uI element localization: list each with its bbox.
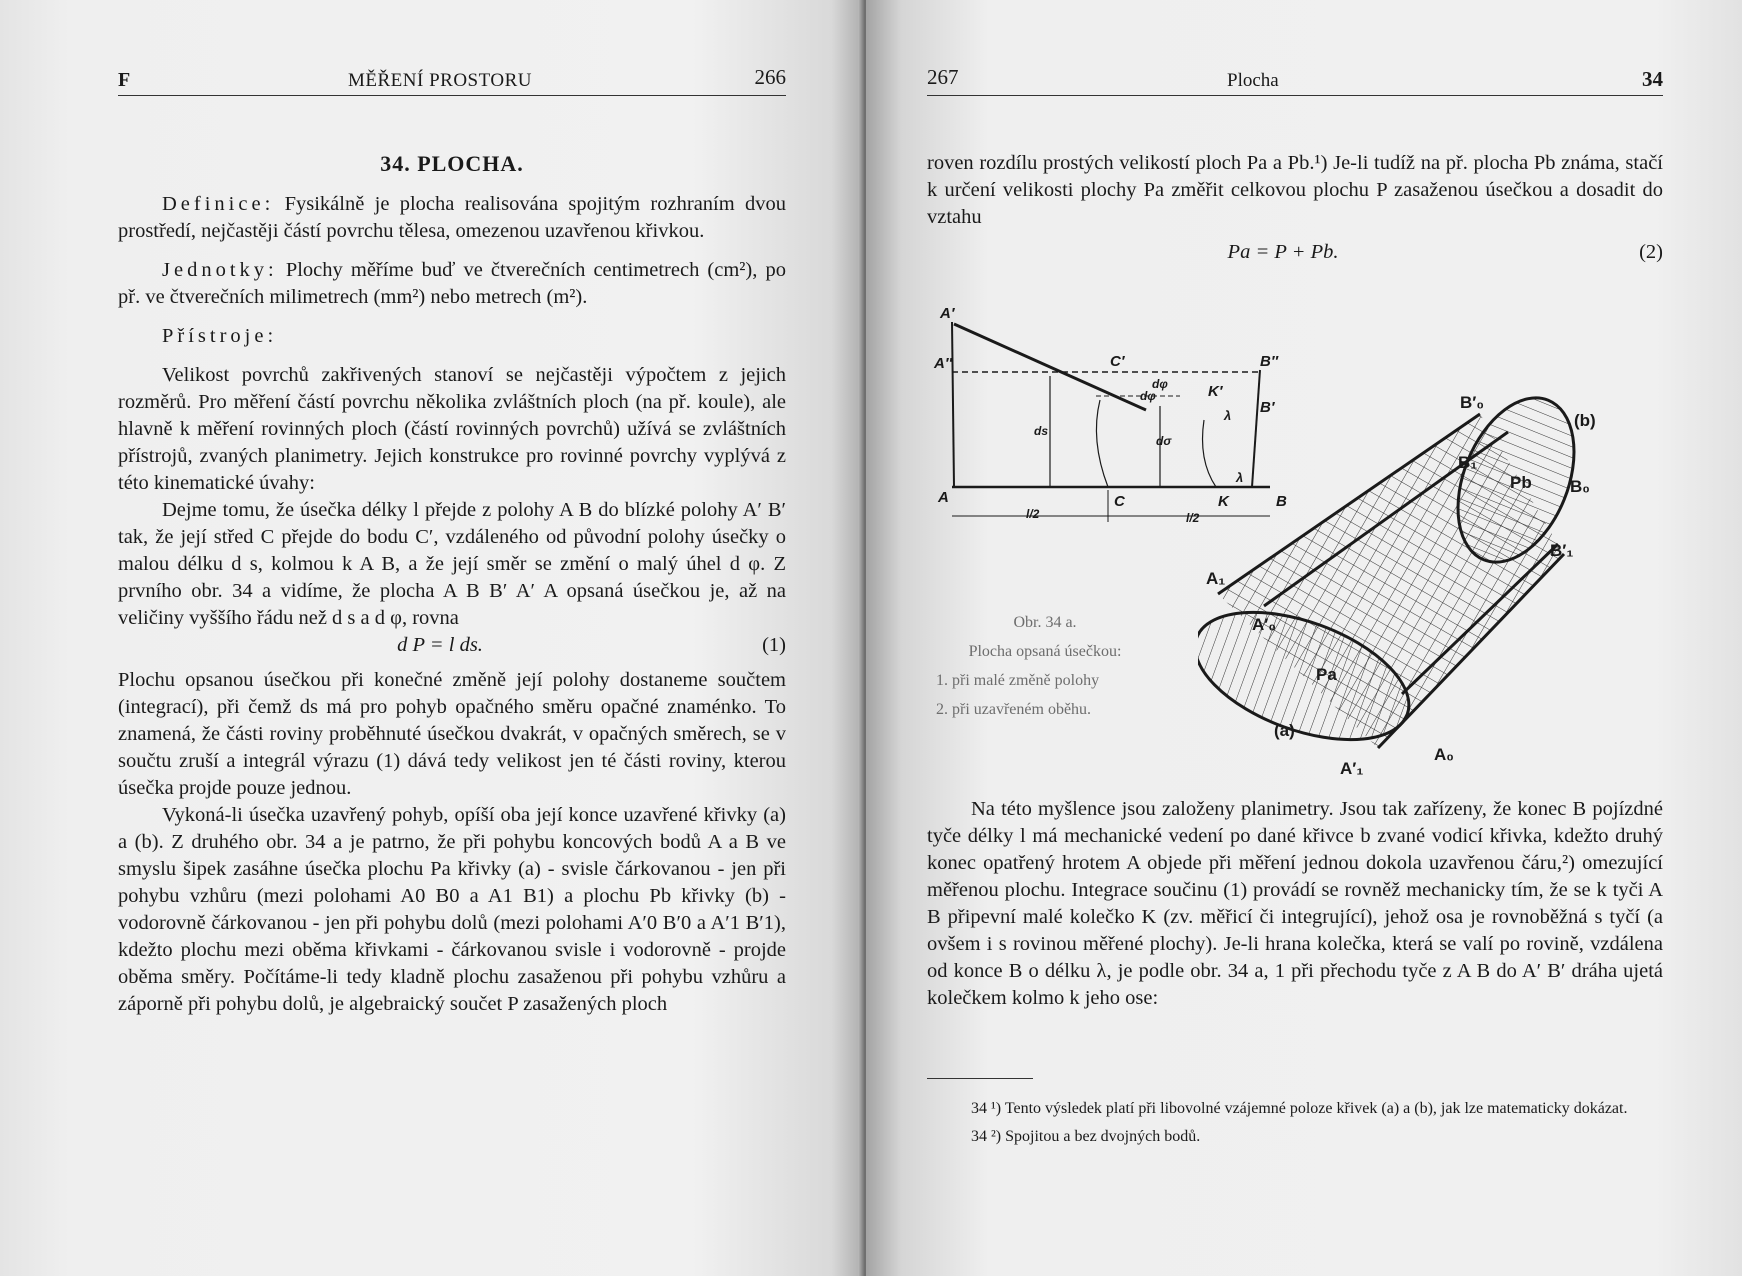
right-paragraph-2: Na této myšlence jsou založeny planimetry. Jsou tak zařízeny, že konec B pojízdné tyče délky l má mechanické vedení po dané křivce b zvané vodicí křivka, kdežto druhý konec opatřený hrotem A objede při měření jednou dokola uzavřenou čáru,²) omezující měřenou plochu. Integrace součinu (1) provádí se rovněž mechanicky tím, že se k tyči A B připevní malé kolečko K (zv. měřicí či integrující), jehož osa je rovnoběžná s tyčí (a ovšem i s rovinou měřené plochy). Je-li hrana kolečka, která se valí po rovině, vzdálena od konce B o délku λ, je podle obr. 34 a, 1 při přechodu tyče z A B do A′ B′ dráha ujetá kolečkem kolmo k jeho ose:	[927, 798, 1663, 1009]
label-b-curve: (b)	[1574, 411, 1596, 430]
footnotes	[927, 1078, 1663, 1149]
equation-2-number: (2)	[1639, 241, 1663, 263]
label-a-prime: A′	[940, 305, 955, 322]
left-paragraph-2: Dejme tomu, že úsečka délky l přejde z polohy A B do blízké polohy A′ B′ tak, že její střed C přejde do bodu C′, vzdáleného od původní polohy úsečky o malou délku d s, kolmou k A B, a že její směr se změní o malý úhel d φ. Z prvního obr. 34 a vidíme, že plocha A B B′ A′ A opsaná úsečkou je, až na veličiny vyššího řádu než d s a d φ, rovna	[118, 499, 786, 629]
left-page	[0, 0, 866, 1276]
definition-paragraph	[118, 191, 786, 245]
definice-text: Fysikálně je plocha realisována spojitým rozhraním dvou prostředí, nejčastěji částí povrchu tělesa, omezenou uzavřenou křivkou.	[118, 193, 786, 242]
label-a-curve: (a)	[1274, 721, 1295, 740]
label-lambda-2: λ	[1236, 470, 1244, 485]
left-paragraph-4: Vykoná-li úsečka uzavřený pohyb, opíší oba její konce uzavřené křivky (a) a (b). Z druhého obr. 34 a je patrno, že při pohybu koncových bodů A a B ve smyslu šipek zasáhne úsečka plochu Pa křivky (a) - svisle čárkovanou - jen při pohybu vzhůru (mezi polohami A0 B0 a A1 B1) a plochu Pb křivky (b) - vodorovně čárkovanou - jen při pohybu dolů (mezi polohami A′0 B′0 a A′1 B′1), kdežto plochu mezi oběma křivkami - čárkovanou svisle i vodorovně - projde oběma směry. Počítáme-li tedy kladně plochu zasaženou při pohybu vzhůru a záporně při pohybu dolů, je algebraický součet P zasažených ploch	[118, 804, 786, 1015]
label-b-prime: B′	[1260, 399, 1275, 416]
label-half-1: l/2	[1026, 507, 1040, 521]
label-b-double-prime: B″	[1260, 353, 1279, 370]
caption-line-1: Plocha opsaná úsečkou:	[968, 643, 1122, 660]
left-paragraph-1: Velikost povrchů zakřivených stanoví se nejčastěji výpočtem z jejich rozměrů. Pro měření částí povrchu několika zvláštních ploch (na př. koule), ale hlavně k měření rovinných ploch (částí rovinných povrchů) užívá se zvláštních přístrojů, zvaných planimetry. Jejich konstrukce pro rovinné povrchy vyplývá z této kinematické úvahy:	[118, 364, 786, 494]
label-c: C	[1114, 493, 1125, 510]
label-dphi-1: dφ	[1152, 377, 1168, 391]
label-a0: A₀	[1434, 745, 1454, 764]
label-k: K	[1218, 493, 1229, 510]
section-number: 34	[1642, 67, 1663, 91]
label-b: B	[1276, 493, 1287, 510]
equation-1-number: (1)	[762, 634, 786, 656]
section-letter: F	[118, 69, 131, 91]
instruments-label-line	[118, 323, 786, 350]
section-heading: 34. PLOCHA.	[380, 151, 524, 176]
units-paragraph	[118, 257, 786, 311]
label-b1-prime: B′₁	[1550, 541, 1574, 560]
left-header-title: MĚŘENÍ PROSTORU	[348, 70, 532, 91]
equation-1	[118, 632, 786, 659]
label-pa: Pa	[1316, 665, 1337, 684]
caption-line-2: 1. při malé změně polohy	[936, 672, 1100, 689]
right-header-title: Plocha	[1227, 70, 1279, 91]
right-body-top	[927, 150, 1663, 266]
right-body-bottom	[927, 796, 1663, 1012]
label-k-prime: K′	[1208, 383, 1223, 400]
label-a-double-prime: A″	[934, 355, 953, 372]
jednotky-label: Jednotky:	[162, 259, 278, 281]
label-a1-prime: A′₁	[1340, 759, 1364, 778]
pristroje-label: Přístroje:	[162, 325, 278, 347]
label-b1: B₁	[1458, 453, 1478, 472]
label-pb: Pb	[1510, 473, 1532, 492]
arc-c	[1096, 400, 1108, 487]
jednotky-text: Plochy měříme buď ve čtverečních centimetrech (cm²), po př. ve čtverečních milimetrech (mm²) nebo metrech (m²).	[118, 259, 786, 308]
label-a: A	[938, 489, 949, 506]
curve-left-edge	[952, 322, 954, 487]
left-paragraph-3: Plochu opsanou úsečkou při konečné změně její polohy dostaneme součtem (integrací), při čemž ds má pro pohyb opačného směru opačné znaménko. To znamená, že části roviny proběhnuté úsečkou dvakrát, v opačných směrech, se v součtu zruší a integrál výrazu (1) dává tedy velikost jen té části roviny, kterou úsečka projde pouze jednou.	[118, 669, 786, 799]
label-b0: B₀	[1570, 477, 1590, 496]
caption-title: Obr. 34 a.	[1013, 614, 1077, 631]
equation-2-formula: Pa = P + Pb.	[1227, 241, 1339, 263]
right-page-number: 267	[927, 65, 959, 89]
label-dsigma: dσ	[1156, 434, 1172, 448]
footnote-2: 34 ²) Spojitou a bez dvojných bodů.	[971, 1128, 1201, 1145]
equation-2	[927, 239, 1663, 266]
left-page-number: 266	[754, 65, 786, 89]
right-paragraph-1: roven rozdílu prostých velikostí ploch Pa a Pb.¹) Je-li tudíž na př. plocha Pb známa, stačí k určení velikosti plochy Pa změřit celkovou plochu P zasaženou úsečkou a dosadit do vztahu	[927, 152, 1663, 228]
equation-1-formula: d P = l ds.	[397, 634, 483, 656]
figure-closed-motion	[1198, 378, 1616, 778]
right-header-rule	[927, 95, 1663, 96]
footnote-1: 34 ¹) Tento výsledek platí při libovolné vzájemné poloze křivek (a) a (b), jak lze matematicky dokázat.	[971, 1100, 1628, 1117]
label-ds: ds	[1034, 424, 1049, 438]
caption-line-3: 2. při uzavřeném oběhu.	[936, 701, 1092, 718]
label-a1: A₁	[1206, 569, 1226, 588]
header-rule	[118, 95, 786, 96]
label-a0-prime: A′₀	[1252, 615, 1277, 634]
footnote-rule	[927, 1078, 1033, 1079]
figure-caption	[930, 608, 1160, 724]
label-c-prime: C′	[1110, 353, 1125, 370]
label-half-2: l/2	[1186, 511, 1200, 525]
label-b0-prime: B′₀	[1460, 393, 1485, 412]
label-lambda-1: λ	[1224, 408, 1232, 423]
definice-label: Definice:	[162, 193, 275, 215]
left-body	[118, 142, 786, 1018]
label-dphi-2: dφ	[1140, 389, 1156, 403]
